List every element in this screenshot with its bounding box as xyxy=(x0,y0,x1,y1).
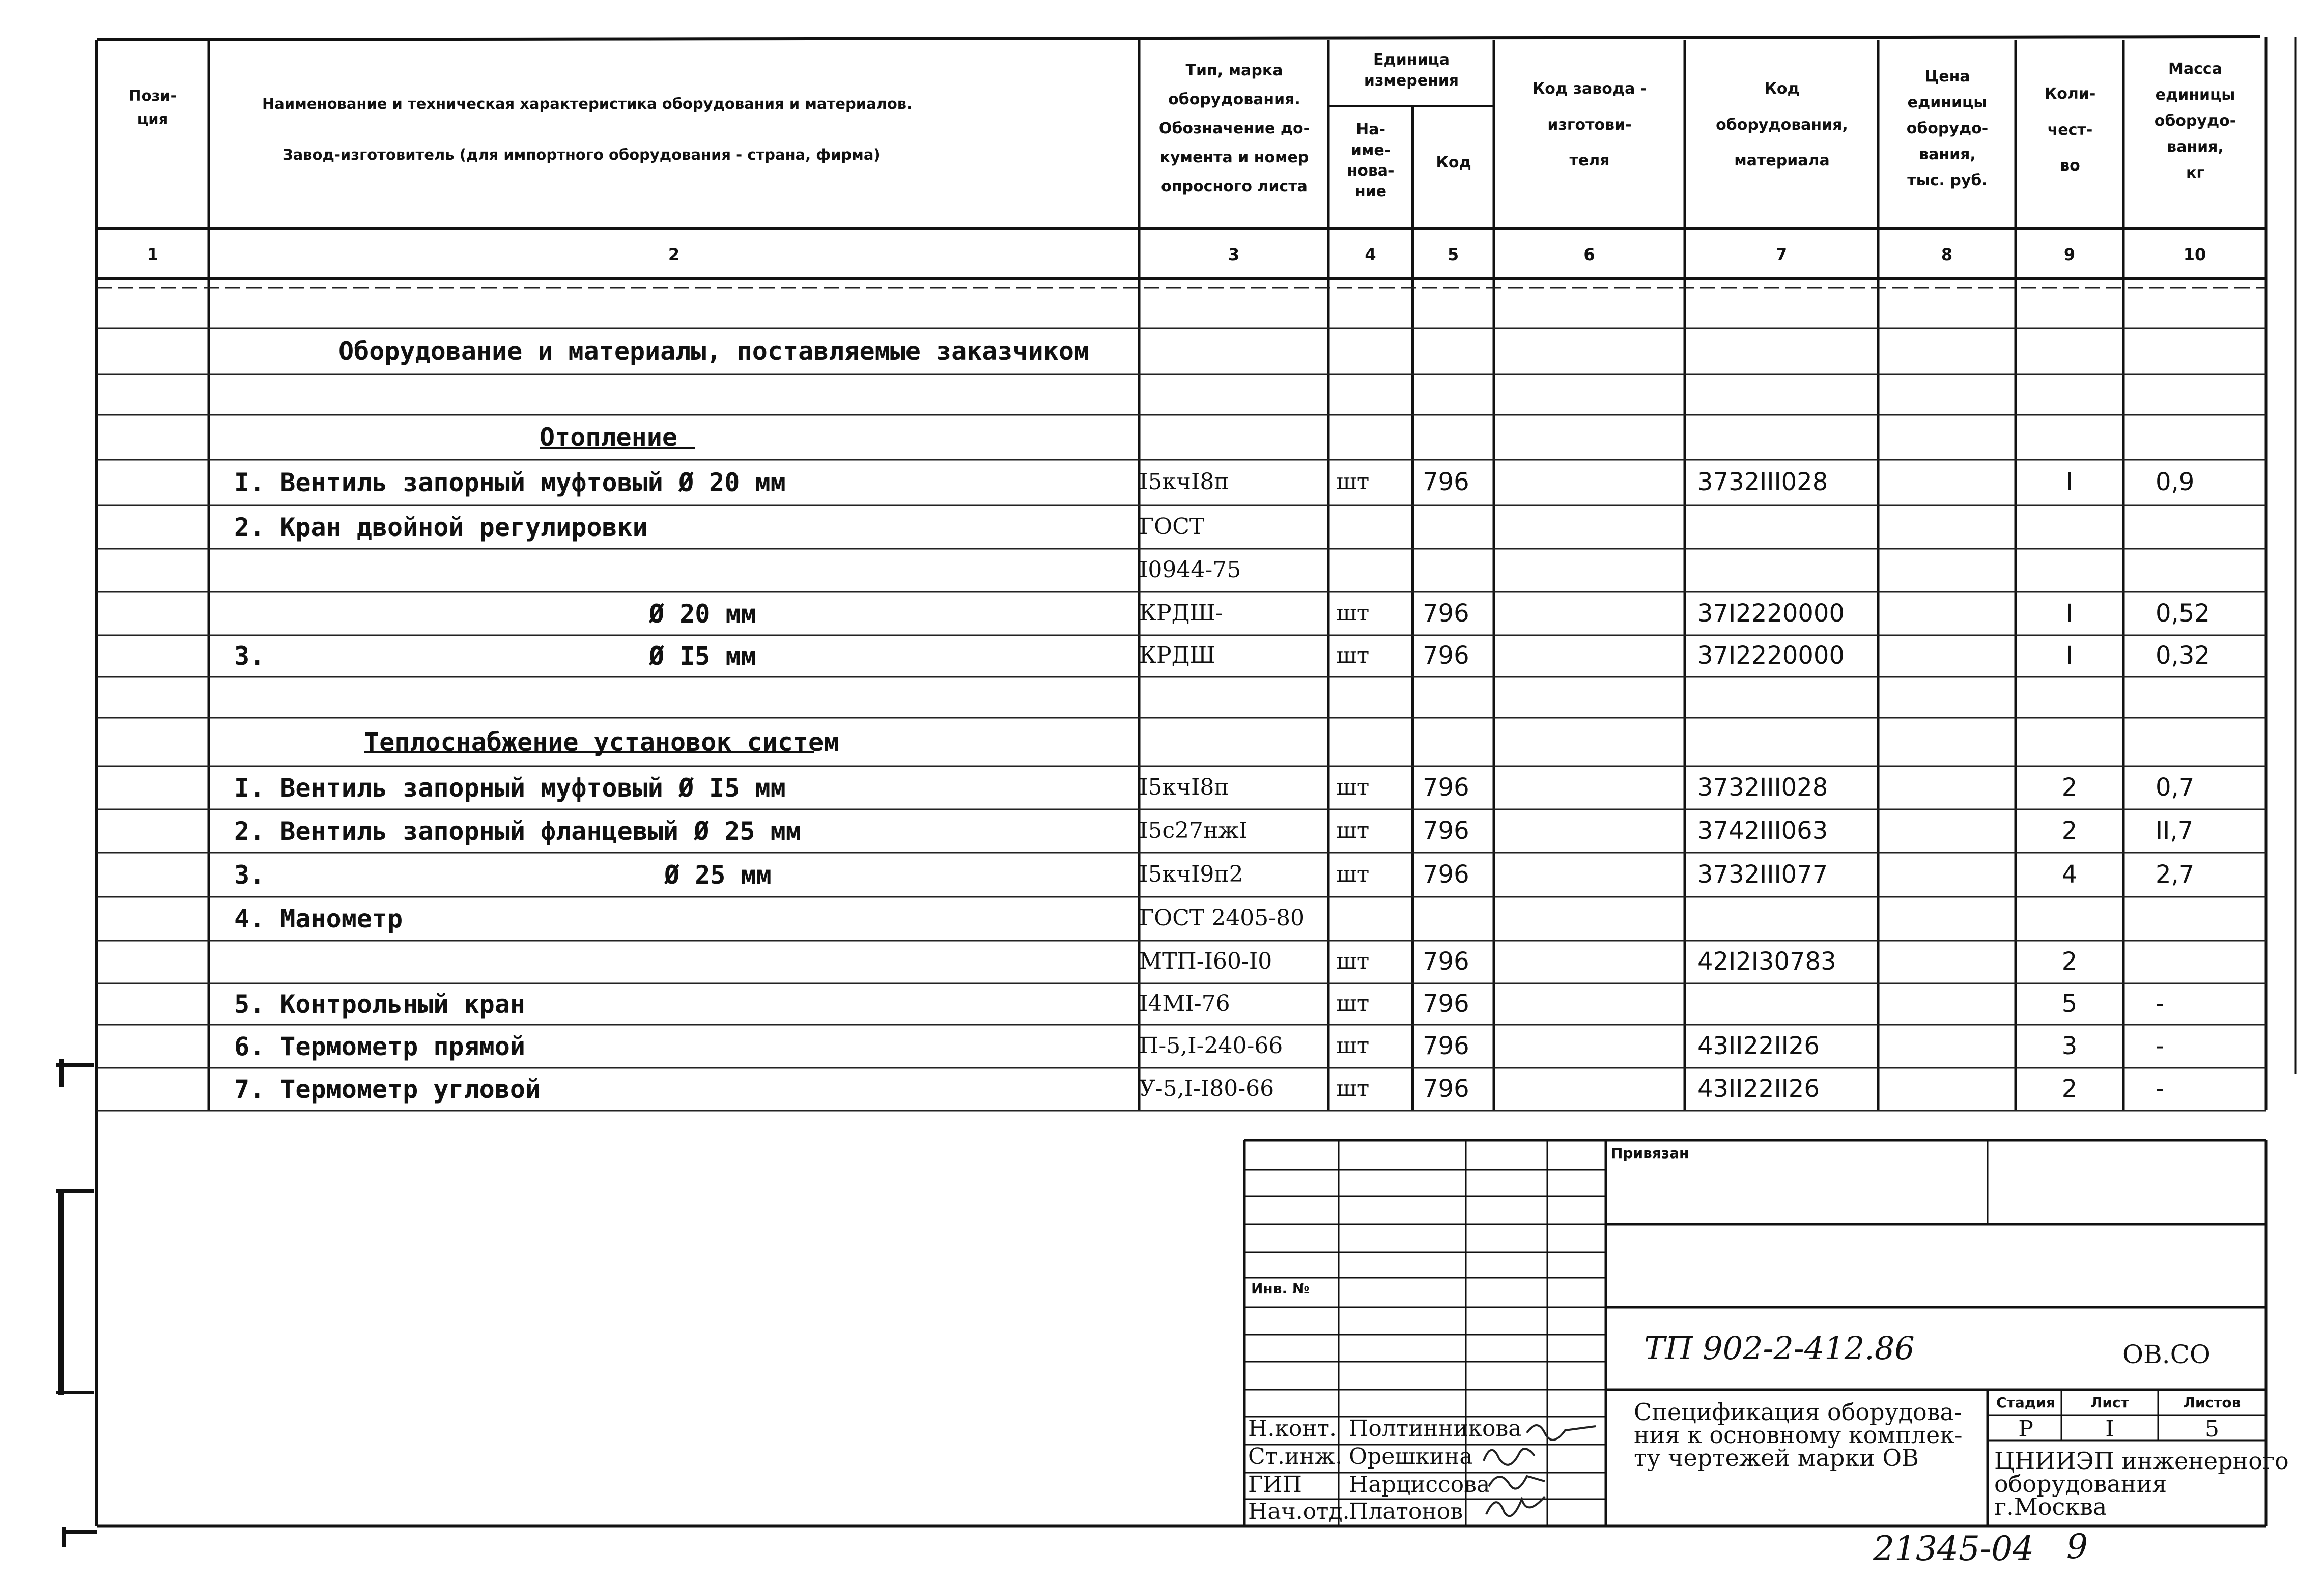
colnum-10: 10 xyxy=(2183,245,2206,264)
item-equip-code: 3732III077 xyxy=(1697,860,1828,889)
doc-code: ТП 902-2-412.86 xyxy=(1644,1330,1915,1367)
sheet-label: Лист xyxy=(2090,1394,2129,1411)
colnum-1: 1 xyxy=(147,245,159,264)
stage-value: Р xyxy=(2018,1416,2033,1442)
inv-number-label: Инв. № xyxy=(1251,1280,1310,1297)
header-col6-line: Код завода - xyxy=(1532,80,1647,98)
item-name: 2. Кран двойной регулировки xyxy=(234,513,648,542)
item-unit: шт xyxy=(1336,600,1370,626)
archive-number: 21345-04 xyxy=(1873,1529,2034,1568)
colnum-3: 3 xyxy=(1228,245,1240,264)
item-unit: шт xyxy=(1336,991,1370,1017)
item-quantity: I xyxy=(2065,468,2074,496)
header-col10-line: Масса xyxy=(2168,60,2222,78)
item-type: I5кчI8п xyxy=(1139,774,1229,800)
page-number: 9 xyxy=(2066,1527,2088,1566)
colnum-6: 6 xyxy=(1583,245,1595,264)
header-col7 xyxy=(1686,71,1878,179)
item-name: Отопление xyxy=(540,422,677,452)
header-col8-line: вания, xyxy=(1919,146,1976,163)
sheet-value: I xyxy=(2105,1416,2114,1442)
header-col10-line: вания, xyxy=(2167,138,2224,156)
header-col1: Пози- ция xyxy=(129,87,177,128)
staff-role: Н.конт. xyxy=(1248,1416,1337,1442)
header-col8-line: оборудо- xyxy=(1906,120,1989,137)
item-equip-code: 43II22II26 xyxy=(1697,1075,1820,1103)
header-col4-line: име- xyxy=(1350,141,1391,159)
header-col4 xyxy=(1329,120,1412,202)
header-col3-line: кумента и номер xyxy=(1159,149,1309,166)
organization xyxy=(1994,1447,2289,1521)
colnum-5: 5 xyxy=(1447,245,1459,264)
item-name: 4. Манометр xyxy=(234,904,403,934)
item-type: I5кчI8п xyxy=(1139,469,1229,495)
stage-label: Стадия xyxy=(1996,1394,2055,1411)
item-equip-code: 3732III028 xyxy=(1697,468,1828,496)
item-unit: шт xyxy=(1336,948,1370,974)
item-name: 2. Вентиль запорный фланцевый Ø 25 мм xyxy=(234,816,801,846)
colnum-9: 9 xyxy=(2063,245,2076,264)
item-mass: 0,7 xyxy=(2156,773,2195,802)
item-type: I5с27нжI xyxy=(1139,817,1248,843)
item-quantity: I xyxy=(2065,599,2074,628)
item-quantity: 5 xyxy=(2061,990,2078,1018)
item-quantity: 2 xyxy=(2061,773,2078,802)
header-col3-line: Тип, марка xyxy=(1185,62,1283,79)
item-unit-code: 796 xyxy=(1423,773,1469,802)
item-unit-code: 796 xyxy=(1423,1075,1469,1103)
item-diameter: Ø I5 мм xyxy=(649,641,756,671)
organization-line: ЦНИИЭП инженерного xyxy=(1994,1447,2289,1475)
item-name: Ø 20 мм xyxy=(649,599,756,629)
header-col3 xyxy=(1140,56,1328,201)
item-mass: - xyxy=(2156,1075,2165,1103)
item-type: КРДШ xyxy=(1139,642,1215,668)
item-unit: шт xyxy=(1336,642,1370,668)
item-name: Теплоснабжение установок систем xyxy=(364,727,839,757)
item-unit: шт xyxy=(1336,817,1370,843)
item-quantity: 4 xyxy=(2061,860,2078,889)
item-quantity: 2 xyxy=(2061,816,2078,845)
item-unit: шт xyxy=(1336,1076,1370,1102)
item-quantity: 2 xyxy=(2061,947,2078,976)
header-col7-line: Код xyxy=(1764,80,1800,98)
item-diameter: Ø 25 мм xyxy=(664,860,772,890)
item-mass: - xyxy=(2156,1032,2165,1060)
item-mass: 0,52 xyxy=(2156,599,2210,628)
header-col10-line: кг xyxy=(2186,164,2205,182)
doc-title-line: ния к основному комплек- xyxy=(1634,1421,1963,1449)
doc-title-line: ту чертежей марки ОВ xyxy=(1634,1444,1919,1472)
staff-role: ГИП xyxy=(1248,1472,1302,1498)
item-mass: - xyxy=(2156,990,2165,1018)
header-col8 xyxy=(1879,64,2016,193)
colnum-4: 4 xyxy=(1365,245,1376,264)
item-type: I0944-75 xyxy=(1139,557,1241,583)
item-unit-code: 796 xyxy=(1423,641,1469,670)
item-type: I5кчI9п2 xyxy=(1139,861,1243,887)
header-col9-line: чест- xyxy=(2047,121,2093,139)
item-unit-code: 796 xyxy=(1423,1032,1469,1060)
header-col4-line: нова- xyxy=(1347,162,1395,180)
item-unit-code: 796 xyxy=(1423,860,1469,889)
header-col5: Код xyxy=(1436,154,1471,172)
header-col8-line: единицы xyxy=(1907,94,1988,111)
header-col6-line: теля xyxy=(1569,152,1610,170)
organization-line: г.Москва xyxy=(1994,1493,2107,1521)
item-type: ГОСТ xyxy=(1139,514,1205,540)
item-unit-code: 796 xyxy=(1423,990,1469,1018)
item-unit-code: 796 xyxy=(1423,468,1469,496)
doc-mark: ОВ.СО xyxy=(2122,1340,2210,1369)
header-col3-line: опросного листа xyxy=(1161,178,1308,195)
header-col2-line1: Наименование и техническая характеристика оборудования и материалов. xyxy=(262,95,913,112)
item-type: МТП-I60-I0 xyxy=(1139,948,1272,974)
staff-name: Нарциссова xyxy=(1349,1472,1490,1498)
item-mass: 2,7 xyxy=(2156,860,2195,889)
item-mass: 0,9 xyxy=(2156,468,2195,496)
sheets-label: Листов xyxy=(2183,1394,2241,1411)
item-unit: шт xyxy=(1336,774,1370,800)
staff-name: Орешкина xyxy=(1349,1444,1473,1470)
item-name: 3. xyxy=(234,860,265,890)
item-unit: шт xyxy=(1336,1033,1370,1059)
header-col10-line: единицы xyxy=(2155,86,2235,104)
header-col6 xyxy=(1495,71,1684,179)
header-col9-line: во xyxy=(2060,157,2080,175)
item-equip-code: 3732III028 xyxy=(1697,773,1828,802)
item-equip-code: 37I2220000 xyxy=(1697,599,1845,628)
item-name: I. Вентиль запорный муфтовый Ø 20 мм xyxy=(234,468,786,497)
item-name: 5. Контрольный кран xyxy=(234,990,525,1019)
item-equip-code: 3742III063 xyxy=(1697,816,1828,845)
staff-name: Полтинникова xyxy=(1349,1416,1522,1442)
item-quantity: 3 xyxy=(2061,1032,2078,1060)
item-unit: шт xyxy=(1336,861,1370,887)
item-name: 3. xyxy=(234,641,265,671)
staff-name: Платонов xyxy=(1349,1499,1463,1524)
item-type: КРДШ- xyxy=(1139,600,1223,626)
item-equip-code: 37I2220000 xyxy=(1697,641,1845,670)
item-unit-code: 796 xyxy=(1423,947,1469,976)
item-name: 7. Термометр угловой xyxy=(234,1075,541,1104)
item-type: П-5,I-240-66 xyxy=(1139,1033,1283,1059)
header-col7-line: оборудования, xyxy=(1716,116,1848,134)
item-unit-code: 796 xyxy=(1423,816,1469,845)
header-col7-line: материала xyxy=(1734,152,1830,170)
item-name: I. Вентиль запорный муфтовый Ø I5 мм xyxy=(234,773,786,803)
header-col9 xyxy=(2017,76,2123,184)
item-equip-code: 42I2I30783 xyxy=(1697,947,1836,976)
sheets-value: 5 xyxy=(2205,1416,2219,1442)
item-unit: шт xyxy=(1336,469,1370,495)
header-col4-line: ние xyxy=(1354,182,1387,201)
staff-role: Нач.отд. xyxy=(1248,1499,1350,1524)
item-type: У-5,I-I80-66 xyxy=(1139,1076,1274,1102)
colnum-2: 2 xyxy=(668,245,680,264)
item-type: I4МI-76 xyxy=(1139,991,1230,1017)
header-unit-group: Единица измерения xyxy=(1364,51,1459,90)
doc-title xyxy=(1634,1398,1963,1472)
header-col10-line: оборудо- xyxy=(2154,112,2236,130)
item-quantity: I xyxy=(2065,641,2074,670)
doc-title-line: Спецификация оборудова- xyxy=(1634,1398,1962,1426)
item-equip-code: 43II22II26 xyxy=(1697,1032,1820,1060)
header-col3-line: Обозначение до- xyxy=(1158,120,1310,137)
item-unit-code: 796 xyxy=(1423,599,1469,628)
item-mass: II,7 xyxy=(2156,816,2194,845)
header-col2-line2: Завод-изготовитель (для импортного оборудования - страна, фирма) xyxy=(282,146,881,163)
header-col9-line: Коли- xyxy=(2044,85,2096,103)
colnum-7: 7 xyxy=(1775,245,1788,264)
colnum-8: 8 xyxy=(1941,245,1953,264)
header-col6-line: изготови- xyxy=(1547,116,1632,134)
header-col4-line: На- xyxy=(1356,121,1385,138)
item-type: ГОСТ 2405-80 xyxy=(1139,905,1305,931)
item-name: Оборудование и материалы, поставляемые заказчиком xyxy=(338,336,1090,366)
item-quantity: 2 xyxy=(2061,1075,2078,1103)
staff-role: Ст.инж. xyxy=(1248,1444,1343,1470)
header-col10 xyxy=(2124,56,2266,186)
header-col3-line: оборудования. xyxy=(1168,91,1300,108)
privyazan-label: Привязан xyxy=(1611,1145,1689,1162)
header-col8-line: Цена xyxy=(1924,68,1970,86)
header-col8-line: тыс. руб. xyxy=(1907,172,1988,189)
item-mass: 0,32 xyxy=(2156,641,2210,670)
item-name: 6. Термометр прямой xyxy=(234,1032,525,1061)
organization-line: оборудования xyxy=(1994,1470,2167,1498)
